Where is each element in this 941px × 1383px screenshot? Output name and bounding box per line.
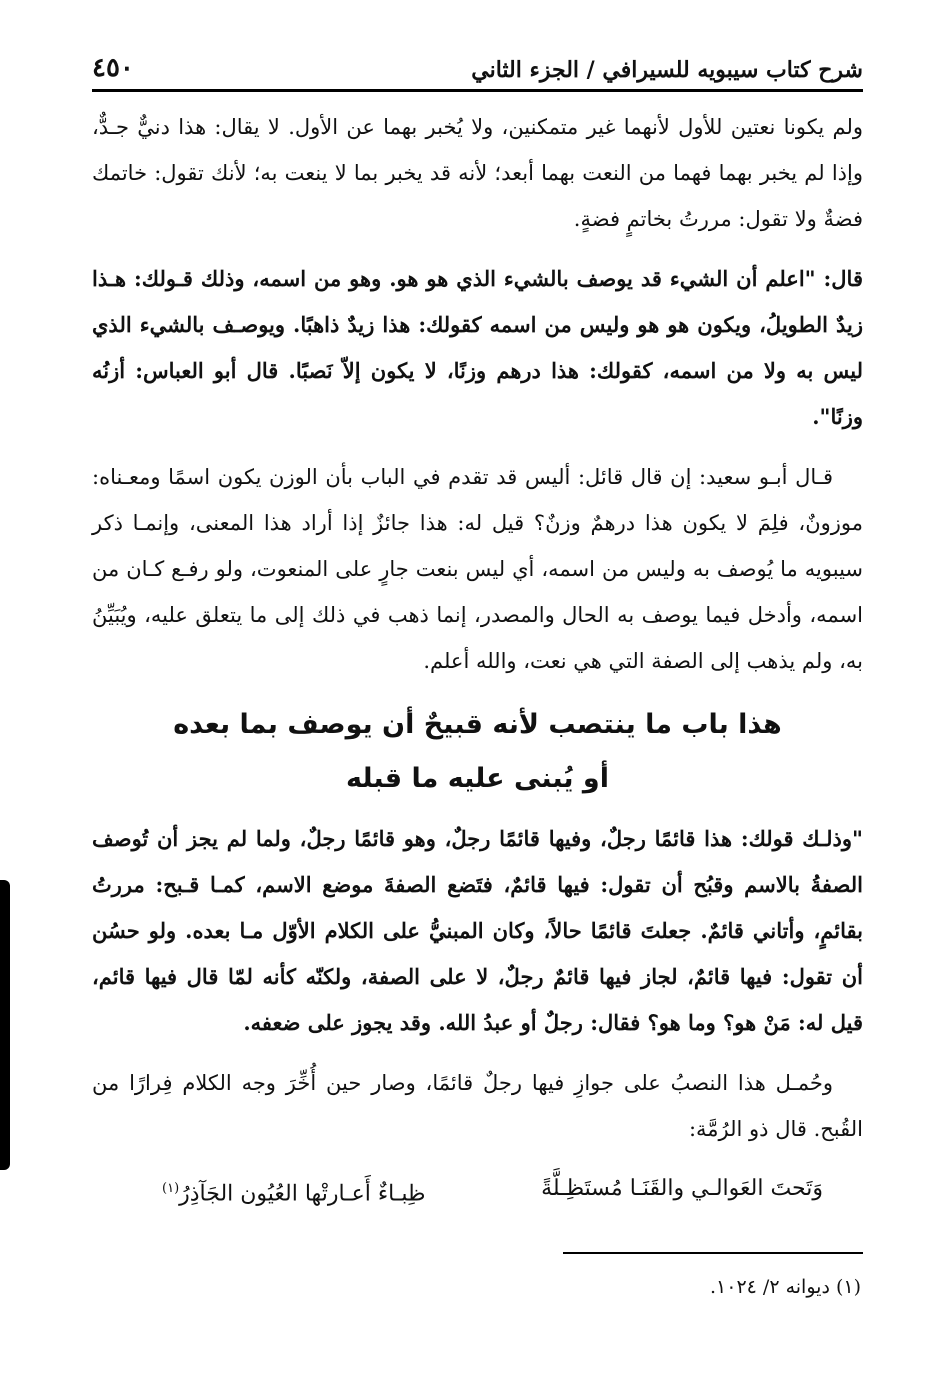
paragraph-1: ولم يكونا نعتين للأول لأنهما غير متمكنين، ولا يُخبر بهما عن الأول. لا يقال: هذا دنيٌّ جـدٌّ، وإذا لم يخبر بهما فهما من النعت بهما أبعد؛ لأنه قد يخبر بما لا ينعت به؛ لأنك تقول: خاتمك فضةٌ ولا تقول: مررتُ بخاتمٍ فضةٍ. [92, 115, 863, 231]
page-number: ٤٥٠ [92, 53, 134, 83]
footnote-marker: (١) [162, 1181, 180, 1196]
chapter-quote-paragraph: "وذلـك قولك: هذا قائمًا رجلٌ، وفيها قائمًا رجلٌ، وهو قائمًا رجلٌ، ولما لم يجز أن تُوصف الصفةُ بالاسم وقبُح أن تقول: فيها قائمٌ، فتَضع الصفةَ موضع الاسم، كمـا قـبح: مررتُ بقائمٍ، وأتاني قائمٌ. جعلتَ قائمًا حالاً، وكان المبنيُّ على الكلام الأوّل مـا بعده. ولو حسُن أن تقول: فيها قائمٌ، لجاز فيها قائمٌ رجلٌ، لا على الصفة، ولكنّه كأنه لمّا قال فيها قائم، قيل له: مَنْ هو؟ وما هو؟ فقال: رجلٌ أو عبدُ الله. وقد يجوز على ضعفه. [92, 826, 863, 1035]
footnote-divider [563, 1252, 863, 1254]
poem-second-hemistich [162, 1166, 425, 1217]
chapter-heading [92, 698, 863, 806]
running-title: شرح كتاب سيبويه للسيرافي / الجزء الثاني [471, 57, 863, 83]
chapter-heading-line-2: أو يُبنى عليه ما قبله [346, 763, 609, 794]
page-body [92, 104, 863, 1217]
poem-second-hemistich-text: ظِبـاءٌ أَعـارتْها العُيُون الجَآذِرُ [179, 1181, 426, 1207]
poem-verse [92, 1166, 863, 1217]
page-header [92, 40, 863, 92]
scan-binding-shadow [0, 880, 10, 1170]
chapter-heading-line-1: هذا باب ما ينتصب لأنه قبيحٌ أن يوصف بما بعده [173, 709, 782, 740]
commentary-paragraph: قـال أبـو سعيد: إن قال قائل: أليس قد تقدم في الباب بأن الوزن يكون اسمًا ومعـناه: موزونٌ، فلِمَ لا يكون هذا درهمٌ وزنٌ؟ قيل له: هذا جائزٌ إذا أراد هذا المعنى، وإنمـا ذكر سيبويه ما يُوصف به وليس من اسمه، أي ليس بنعت جارٍ على المنعوت، ولو رفـع كـان من اسمه، وأدخل فيما يوصف به الحال والمصدر، إنما ذهب في ذلك إلى ما يتعلق عليه، ويُبَيِّنُ به، ولم يذهب إلى الصفة التي هي نعت، والله أعلم. [92, 465, 863, 673]
poem-first-hemistich: وَتَحتَ العَوالـي والقَنَـا مُستَظِـلَّةً [541, 1176, 823, 1201]
quoted-paragraph: قال: "اعلم أن الشيء قد يوصف بالشيء الذي هو هو. وهو من اسمه، وذلك قـولك: هـذا زيدٌ الطويلُ، ويكون هو هو وليس من اسمه كقولك: هذا زيدٌ ذاهبًا. ويوصـف بالشيء الذي ليس به ولا من اسمه، كقولك: هذا درهم وزنًا، لا يكون إلاّ نَصبًا. قال أبو العباس: أزنُه وزنًا". [92, 266, 863, 429]
footnote: (١) ديوانه ٢/ ١٠٢٤. [710, 1276, 861, 1298]
chapter-commentary-paragraph: وحُمـل هذا النصبُ على جوازِ فيها رجلٌ قائمًا، وصار حين أُخِّرَ وجه الكلام فِرارًا من القُبح. قال ذو الرُمَّة: [92, 1071, 863, 1141]
